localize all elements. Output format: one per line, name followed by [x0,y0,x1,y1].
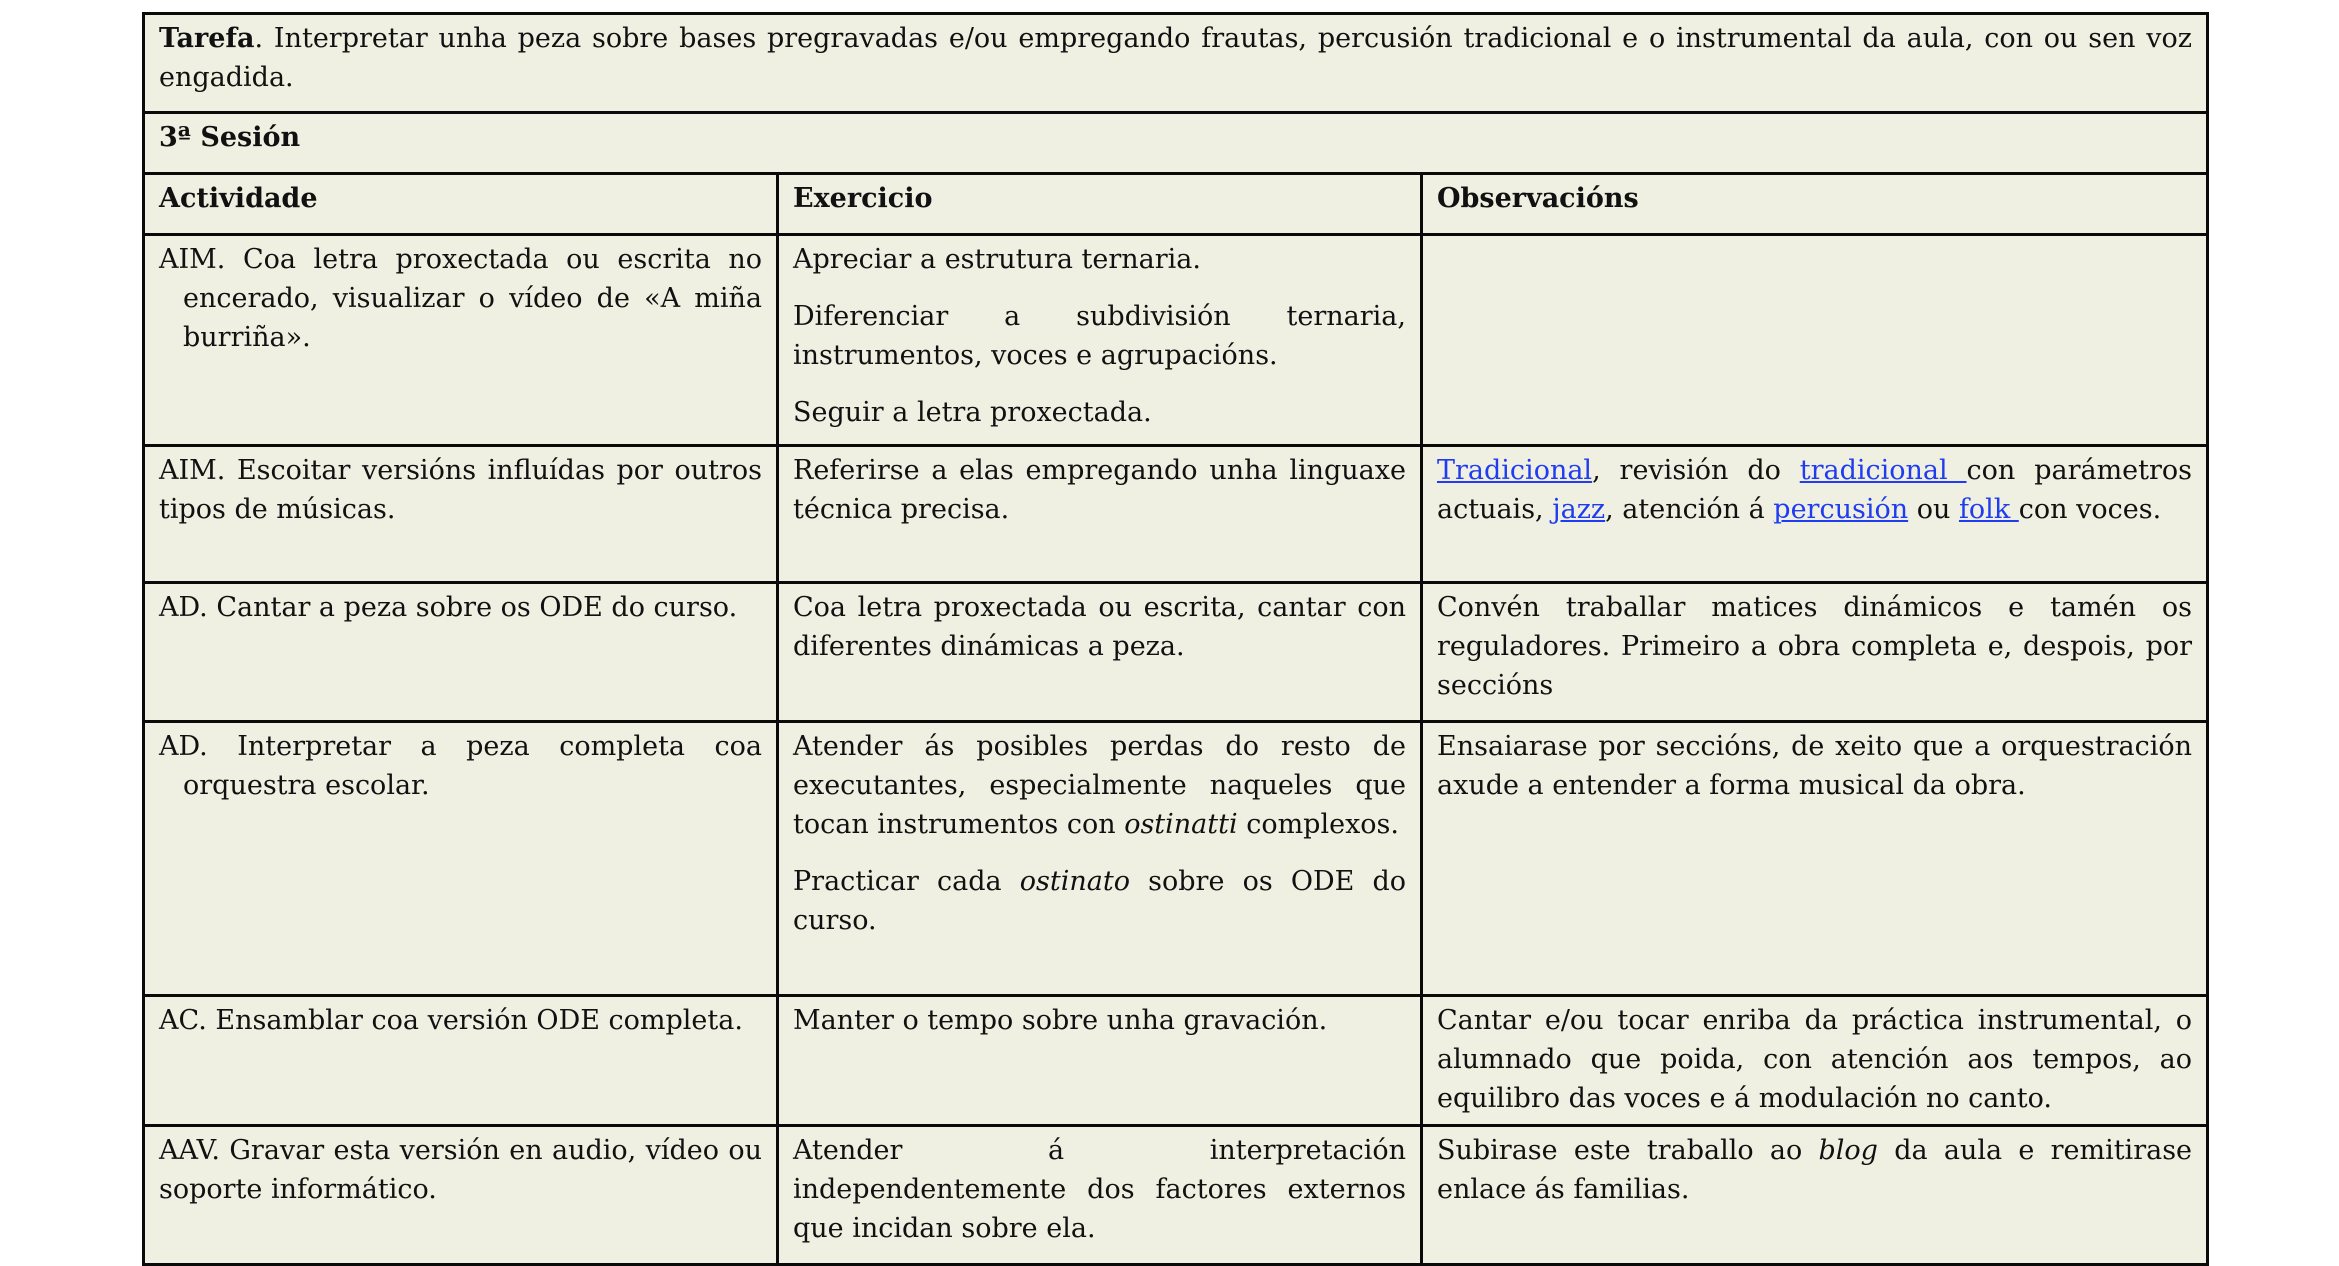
exercicio-cell [778,235,1422,446]
exercicio-cell [778,996,1422,1126]
actividade-cell: AAV. Gravar esta versión en audio, vídeo ou soporte informático. [144,1126,778,1265]
observacions-cell [1422,235,2208,446]
observacions-text: da aula e remitirase enlace ás familias. [1437,1135,2193,1205]
exercicio-paragraph: Seguir a letra proxectada. [793,397,1152,428]
link-folk[interactable]: folk [1958,494,2019,525]
table-row [144,722,2208,996]
exercicio-italic: ostinatti [1124,809,1238,840]
table-row [144,583,2208,722]
observacions-cell: Cantar e/ou tocar enriba da práctica instrumental, o alumnado que poida, con atención aos tempos, ao equilibro das voces e á modulación no canto. [1422,996,2208,1126]
task-row [144,14,2208,113]
column-header-exercicio [778,174,1422,235]
actividade-cell: AIM. Coa letra proxectada ou escrita no encerado, visualizar o vídeo de «A miña burriña». [144,235,778,446]
table-row [144,1126,2208,1265]
lesson-plan-table [142,12,2209,1266]
table-row [144,446,2208,583]
link-jazz[interactable]: jazz [1552,494,1606,525]
observacions-cell [1422,1126,2208,1265]
exercicio-text: Atender ás posibles perdas do resto de executantes, especialmente naqueles que tocan instrumentos con [793,731,1406,840]
session-row [144,113,2208,174]
exercicio-paragraph: Apreciar a estrutura ternaria. [793,244,1201,275]
exercicio-text: Practicar cada [793,866,1020,897]
column-header-actividade [144,174,778,235]
exercicio-text: sobre os ODE do curso. [793,866,1406,936]
table-row [144,235,2208,446]
actividade-cell: AC. Ensamblar coa versión ODE completa. [144,996,778,1126]
exercicio-paragraph: Diferenciar a subdivisión ternaria, instrumentos, voces e agrupacións. [793,301,1406,371]
observacions-text: Subirase este traballo ao [1437,1135,1819,1166]
exercicio-paragraph: Referirse a elas empregando unha linguaxe técnica precisa. [793,455,1406,525]
exercicio-text: complexos. [1237,809,1399,840]
observacions-text: , revisión do [1592,455,1800,486]
column-header-label: Actividade [159,183,318,214]
observacions-italic: blog [1818,1135,1878,1166]
exercicio-italic: ostinato [1019,866,1130,897]
exercicio-paragraph: Manter o tempo sobre unha gravación. [793,1005,1328,1036]
task-label: Tarefa [159,23,255,54]
exercicio-paragraph: Coa letra proxectada ou escrita, cantar con diferentes dinámicas a peza. [793,592,1406,662]
task-text: . Interpretar unha peza sobre bases pregravadas e/ou empregando frautas, percusión tradicional e o instrumental da aula, con ou sen voz engadida. [159,23,2193,93]
link-tradicional[interactable]: Tradicional [1437,455,1593,486]
session-title: 3ª Sesión [159,122,301,153]
column-header-observacions [1422,174,2208,235]
observacions-text: , atención á [1605,494,1774,525]
observacions-text: ou [1908,494,1959,525]
header-row [144,174,2208,235]
actividade-cell: AD. Cantar a peza sobre os ODE do curso. [144,583,778,722]
actividade-cell: AD. Interpretar a peza completa coa orquestra escolar. [144,722,778,996]
exercicio-paragraph [793,862,1406,940]
observacions-cell [1422,446,2208,583]
link-tradicional-revision[interactable]: tradicional [1799,455,1967,486]
observacions-cell: Ensaiarase por seccións, de xeito que a orquestración axude a entender a forma musical da obra. [1422,722,2208,996]
exercicio-cell [778,722,1422,996]
link-percusion[interactable]: percusión [1773,494,1909,525]
exercicio-cell [778,583,1422,722]
actividade-cell: AIM. Escoitar versións influídas por outros tipos de músicas. [144,446,778,583]
observacions-cell: Convén traballar matices dinámicos e tamén os reguladores. Primeiro a obra completa e, despois, por seccións [1422,583,2208,722]
observacions-text: con parámetros actuais, [1437,455,2193,525]
session-cell [144,113,2208,174]
table-row [144,996,2208,1126]
column-header-label: Observacións [1437,183,1639,214]
exercicio-paragraph [793,727,1406,844]
exercicio-paragraph: Atender á interpretación independentemente dos factores externos que incidan sobre ela. [793,1135,1406,1244]
observacions-text: con voces. [2018,494,2162,525]
exercicio-cell [778,1126,1422,1265]
column-header-label: Exercicio [793,183,933,214]
exercicio-cell [778,446,1422,583]
task-cell [144,14,2208,113]
